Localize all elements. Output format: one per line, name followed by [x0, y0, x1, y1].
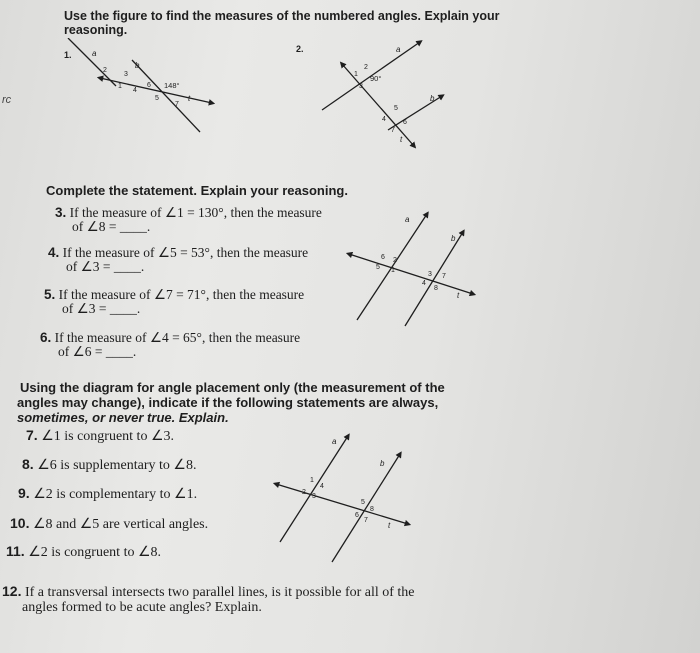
fig2-angle-6: 6 [403, 119, 407, 126]
question-10 [10, 515, 208, 533]
fig2-angle-4: 4 [382, 116, 386, 123]
question-7 [26, 427, 174, 445]
question-11-number: 11. [6, 543, 25, 559]
fig1-figure-label: 1. [64, 50, 72, 60]
fig3-angle-7: 7 [442, 273, 446, 280]
question-12-line2: angles formed to be acute angles? Explain. [22, 600, 262, 615]
fig3-line-t [349, 254, 473, 294]
fig2-label-b: b [430, 94, 435, 103]
instructions-heading-line2: reasoning. [64, 23, 128, 37]
fig1-angle-measure: 148° [164, 81, 180, 90]
question-4-number: 4. [48, 245, 60, 260]
figure-2-diagram [292, 38, 452, 153]
fig3-label-a: a [405, 215, 410, 224]
fig4-angle-1: 1 [310, 477, 314, 484]
fig1-label-a: a [92, 49, 97, 58]
question-6-line2: of ∠6 = ____. [58, 344, 137, 359]
fig4-angle-2: 2 [302, 489, 306, 496]
figure-3-diagram [345, 208, 480, 334]
question-4-line2: of ∠3 = ____. [66, 259, 145, 274]
fig1-angle-4: 4 [133, 87, 137, 94]
question-3-line1: If the measure of ∠1 = 130°, then the measure [69, 205, 322, 220]
question-10-text: ∠8 and ∠5 are vertical angles. [32, 517, 209, 532]
fig1-angle-3: 3 [124, 71, 128, 78]
question-12-line1: If a transversal intersects two parallel lines, is it possible for all of the [24, 585, 415, 600]
fig3-angle-1: 1 [391, 267, 395, 274]
fig2-angle-2: 2 [364, 64, 368, 71]
instructions-heading-line1: Use the figure to find the measures of the numbered angles. Explain your [64, 9, 500, 23]
fig4-label-t: t [388, 521, 391, 530]
figure-1-diagram [60, 38, 230, 138]
section-complete-title: Complete the statement. Explain your reasoning. [46, 183, 348, 198]
figure-4-diagram [270, 432, 415, 572]
question-12-number: 12. [2, 583, 22, 599]
fig1-label-b: b [135, 61, 140, 70]
fig3-line-b [405, 232, 463, 326]
question-8 [22, 456, 196, 474]
question-5-line1: If the measure of ∠7 = 71°, then the measure [58, 287, 305, 302]
question-8-text: ∠6 is supplementary to ∠8. [37, 458, 197, 473]
question-8-number: 8. [22, 456, 34, 472]
fig3-angle-8: 8 [434, 285, 438, 292]
fig4-angle-8: 8 [370, 506, 374, 513]
section-diagram-line3-text: sometimes, or never true. Explain. [17, 410, 229, 425]
question-9-text: ∠2 is complementary to ∠1. [33, 487, 198, 502]
question-6-line1: If the measure of ∠4 = 65°, then the measure [54, 330, 301, 345]
fig4-angle-6: 6 [355, 512, 359, 519]
question-3-number: 3. [55, 205, 67, 220]
question-5-line2: of ∠3 = ____. [62, 301, 141, 316]
fig1-angle-6: 6 [147, 82, 151, 89]
fig4-line-b [332, 454, 400, 562]
section-diagram-line1: Using the diagram for angle placement only (the measurement of the [20, 380, 445, 395]
fig3-angle-6: 6 [381, 254, 385, 261]
question-6-number: 6. [40, 330, 52, 345]
fig3-angle-4: 4 [422, 280, 426, 287]
fig2-label-a: a [396, 45, 401, 54]
question-9-number: 9. [18, 485, 30, 501]
question-7-text: ∠1 is congruent to ∠3. [41, 429, 174, 444]
fig2-figure-label: 2. [296, 44, 304, 54]
question-9 [18, 485, 197, 503]
question-11-text: ∠2 is congruent to ∠8. [28, 545, 162, 560]
fig3-angle-2: 2 [393, 257, 397, 264]
fig2-label-t: t [400, 135, 403, 144]
fig2-angle-measure: 90° [370, 74, 382, 83]
fig3-label-b: b [451, 234, 456, 243]
section-diagram-line3 [17, 410, 229, 425]
fig2-angle-1: 1 [354, 71, 358, 78]
fig4-label-b: b [380, 459, 385, 468]
fig4-angle-4: 4 [320, 483, 324, 490]
fig1-line-a [68, 38, 116, 86]
fig4-angle-5: 5 [361, 499, 365, 506]
fig3-angle-3: 3 [428, 271, 432, 278]
fig1-angle-2: 2 [103, 67, 107, 74]
question-10-number: 10. [10, 515, 30, 531]
section-diagram-line2: angles may change), indicate if the following statements are always, [17, 395, 439, 410]
question-5-number: 5. [44, 287, 56, 302]
question-11 [6, 543, 161, 561]
fig2-angle-3: 3 [359, 83, 363, 90]
fig1-label-t: t [188, 94, 191, 103]
fig4-angle-7: 7 [364, 517, 368, 524]
fig3-angle-5: 5 [376, 264, 380, 271]
fig4-angle-3: 3 [312, 493, 316, 500]
question-7-number: 7. [26, 427, 38, 443]
fig2-angle-7: 7 [391, 127, 395, 134]
fig1-angle-5: 5 [155, 95, 159, 102]
fig4-label-a: a [332, 437, 337, 446]
fig2-angle-5: 5 [394, 105, 398, 112]
question-3-line2: of ∠8 = ____. [72, 219, 151, 234]
fig1-angle-7: 7 [175, 101, 179, 108]
fig4-line-a [280, 436, 348, 542]
question-4-line1: If the measure of ∠5 = 53°, then the measure [62, 245, 309, 260]
fig1-angle-1: 1 [118, 83, 122, 90]
margin-mark: rc [2, 94, 12, 106]
fig3-label-t: t [457, 291, 460, 300]
